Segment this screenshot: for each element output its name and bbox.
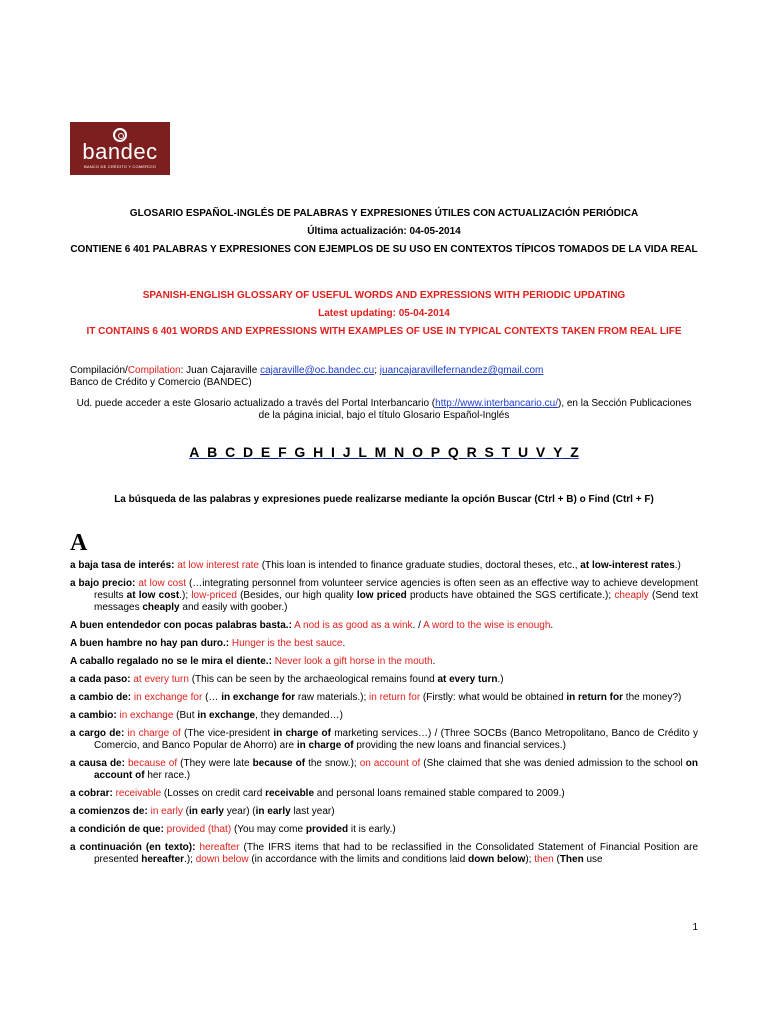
entry-example: (…integrating personnel from volunteer service agencies is often seen as an effective way to achieve development results <box>94 578 699 601</box>
entry-example: . <box>432 656 436 667</box>
entry-example: (Besides, our high quality <box>236 590 357 601</box>
entry-translation: at low cost <box>135 578 186 589</box>
alphabet-link-d[interactable]: D <box>243 444 254 460</box>
entry-translation: then <box>534 854 554 865</box>
compilation-label-en: Compilation <box>127 365 181 376</box>
entry-example: year) ( <box>223 806 256 817</box>
entry-example: the snow.); <box>305 758 360 769</box>
entry-example: . <box>550 620 554 631</box>
alphabet-link-v[interactable]: V <box>535 444 546 460</box>
alphabet-link-c[interactable]: C <box>225 444 236 460</box>
entry-example: it is early.) <box>348 824 396 835</box>
entry-example: .); <box>184 854 196 865</box>
email-link-2[interactable]: juancajaravillefernandez@gmail.com <box>379 365 544 376</box>
entry-example: (The IFRS items that had to be reclassified in the Consolidated Statement of Financial Position are presented <box>94 842 699 865</box>
entry-term: a baja tasa de interés: <box>70 560 175 571</box>
alphabet-separator: _ <box>510 444 518 460</box>
glossary-entry <box>70 758 698 782</box>
entry-term: a bajo precio: <box>70 578 136 589</box>
entry-translation: in early <box>147 806 183 817</box>
alphabet-separator: _ <box>270 444 279 460</box>
access-text-2: ), en la Sección Publicaciones de la página inicial, bajo el título Glosario Español-Inglés <box>258 398 692 421</box>
entry-example: use <box>583 854 603 865</box>
entry-example: ); <box>525 854 535 865</box>
entry-example: . <box>342 638 346 649</box>
update-en: Latest updating: 05-04-2014 <box>318 308 450 319</box>
entry-example: (This can be seen by the archaeological remains found <box>188 674 438 685</box>
entry-example: (They were late <box>177 758 253 769</box>
entry-example: and easily with goober.) <box>179 602 288 613</box>
glossary-entry <box>70 674 698 686</box>
entry-term: a cobrar: <box>70 788 113 799</box>
bandec-logo <box>70 122 170 175</box>
glossary-entry <box>70 638 698 650</box>
entry-translation: on account of <box>359 758 421 769</box>
alphabet-separator: _ <box>334 444 343 460</box>
alphabet-separator: _ <box>562 444 571 460</box>
alphabet-link-m[interactable]: M <box>374 444 387 460</box>
alphabet-link-e[interactable]: E <box>260 444 271 460</box>
entry-emphasis: in early <box>188 806 224 817</box>
entry-term: a cambio: <box>70 710 117 721</box>
glossary-entry <box>70 842 698 866</box>
entry-emphasis: Then <box>559 854 584 865</box>
entry-example: , they demanded…) <box>255 710 343 721</box>
alphabet-separator: _ <box>323 444 332 460</box>
entry-example: (But <box>173 710 198 721</box>
alphabet-link-z[interactable]: Z <box>570 444 579 460</box>
email-link-1[interactable]: cajaraville@oc.bandec.cu <box>260 365 375 376</box>
alphabet-separator: _ <box>493 444 502 460</box>
glossary-entry <box>70 560 698 572</box>
alphabet-separator: _ <box>217 444 226 460</box>
title-en: SPANISH-ENGLISH GLOSSARY OF USEFUL WORDS AND EXPRESSIONS WITH PERIODIC UPDATING <box>142 290 626 301</box>
alphabet-separator: _ <box>253 444 261 460</box>
entry-emphasis: low priced <box>356 590 407 601</box>
entry-emphasis: in exchange <box>197 710 256 721</box>
entry-example: .) <box>674 560 681 571</box>
alphabet-link-s[interactable]: S <box>484 444 494 460</box>
alphabet-link-f[interactable]: F <box>278 444 287 460</box>
entry-example: (Losses on credit card <box>161 788 266 799</box>
entry-emphasis: because of <box>252 758 306 769</box>
alphabet-link-p[interactable]: P <box>430 444 441 460</box>
alphabet-separator: _ <box>350 444 359 460</box>
entry-example: (Send text messages <box>94 590 699 613</box>
entry-example: .); <box>179 590 192 601</box>
entry-emphasis: at low cost <box>126 590 180 601</box>
alphabet-link-a[interactable]: A <box>189 444 200 460</box>
logo-name: bandec <box>82 139 158 164</box>
portal-link[interactable]: http://www.interbancario.cu/ <box>435 398 558 409</box>
entry-term: a condición de que: <box>70 824 164 835</box>
alphabet-link-n[interactable]: N <box>394 444 405 460</box>
entry-emphasis: hereafter <box>141 854 185 865</box>
alphabet-link-y[interactable]: Y <box>553 444 563 460</box>
glossary-entry <box>70 578 698 614</box>
entry-example: last year) <box>290 806 335 817</box>
update-es: Última actualización: 04-05-2014 <box>307 226 461 237</box>
search-note: La búsqueda de las palabras y expresiones puede realizarse mediante la opción Buscar (Ctrl + B) o Find (Ctrl + F) <box>114 494 654 505</box>
entry-term: A caballo regalado no se le mira el diente.: <box>70 656 272 667</box>
glossary-entry <box>70 788 698 800</box>
title-es: GLOSARIO ESPAÑOL-INGLÉS DE PALABRAS Y EXPRESIONES ÚTILES CON ACTUALIZACIÓN PERIÓDICA <box>129 208 639 219</box>
entry-example: (Firstly: what would be obtained <box>420 692 567 703</box>
entry-term: a comienzos de: <box>70 806 148 817</box>
entry-translation: in exchange <box>116 710 174 721</box>
glossary-entry <box>70 728 698 752</box>
glossary-entry <box>70 692 698 704</box>
alphabet-link-i[interactable]: I <box>331 444 335 460</box>
alphabet-separator: _ <box>199 444 208 460</box>
entry-example: marketing services…) / (Three SOCBs (Banco Metropolitano, Banco de Crédito y Comercio, and Banco Popular de Ahorro) are <box>94 728 698 751</box>
glossary-entry <box>70 824 698 836</box>
glossary-entry <box>70 710 698 722</box>
compilation-line <box>70 365 698 377</box>
entry-example: providing the new loans and financial services.) <box>353 740 566 751</box>
glossary-entries <box>70 560 698 872</box>
entry-example: (… <box>202 692 222 703</box>
entry-emphasis: in exchange for <box>221 692 296 703</box>
alphabet-index <box>70 444 698 460</box>
entry-translation: A nod is as good as a wink <box>291 620 413 631</box>
entry-translation: cheaply <box>614 590 649 601</box>
entry-term: a cambio de: <box>70 692 132 703</box>
alphabet-link-t[interactable]: T <box>501 444 511 460</box>
glossary-entry <box>70 806 698 818</box>
alphabet-link-g[interactable]: G <box>294 444 306 460</box>
alphabet-separator: _ <box>528 444 536 460</box>
entry-emphasis: on account of <box>94 758 698 781</box>
alphabet-link-h[interactable]: H <box>313 444 324 460</box>
contains-en: IT CONTAINS 6 401 WORDS AND EXPRESSIONS WITH EXAMPLES OF USE IN TYPICAL CONTEXTS TAKEN FROM REAL LIFE <box>86 326 682 337</box>
alphabet-link-b[interactable]: B <box>207 444 218 460</box>
entry-example: the money?) <box>623 692 682 703</box>
access-text-1: Ud. puede acceder a este Glosario actualizado a través del Portal Interbancario ( <box>76 398 436 409</box>
alphabet-link-o[interactable]: O <box>412 444 423 460</box>
alphabet-separator: _ <box>476 444 485 460</box>
alphabet-separator: _ <box>458 444 467 460</box>
entry-translation: at low interest rate <box>174 560 259 571</box>
entry-example: ( <box>553 854 560 865</box>
entry-translation: because of <box>124 758 178 769</box>
logo-subtitle: BANCO DE CRÉDITO Y COMERCIO <box>83 164 157 169</box>
alphabet-separator: _ <box>422 444 431 460</box>
alphabet-separator: _ <box>440 444 448 460</box>
contains-es: CONTIENE 6 401 PALABRAS Y EXPRESIONES CON EJEMPLOS DE SU USO EN CONTEXTOS TÍPICOS TOMADOS DE LA VIDA REAL <box>70 244 698 255</box>
entry-emphasis: receivable <box>265 788 315 799</box>
entry-emphasis: at every turn <box>437 674 498 685</box>
alphabet-separator: _ <box>286 444 295 460</box>
entry-translation: receivable <box>112 788 162 799</box>
entry-example: (in accordance with the limits and conditions laid <box>248 854 469 865</box>
alphabet-separator: _ <box>366 444 375 460</box>
glossary-entry <box>70 656 698 668</box>
entry-translation: in return for <box>369 692 421 703</box>
compiler-name: : Juan Cajaraville <box>180 365 261 376</box>
bank-name: Banco de Crédito y Comercio (BANDEC) <box>70 377 252 388</box>
entry-translation: in exchange for <box>131 692 203 703</box>
entry-example: products have obtained the SGS certificate.); <box>406 590 615 601</box>
entry-emphasis: at low-interest rates <box>580 560 675 571</box>
alphabet-separator: _ <box>235 444 243 460</box>
entry-emphasis: down below <box>468 854 526 865</box>
entry-example: (This loan is intended to finance graduate studies, doctoral theses, etc., <box>258 560 581 571</box>
entry-example: her race.) <box>144 770 191 781</box>
entry-emphasis: in return for <box>566 692 624 703</box>
entry-translation: Hunger is the best sauce <box>229 638 343 649</box>
entry-emphasis: cheaply <box>142 602 180 613</box>
alphabet-separator: _ <box>305 444 314 460</box>
entry-emphasis: provided <box>305 824 349 835</box>
entry-example: (She claimed that she was denied admission to the school <box>420 758 686 769</box>
alphabet-link-l[interactable]: L <box>358 444 367 460</box>
entry-term: A buen entendedor con pocas palabras basta.: <box>70 620 292 631</box>
entry-example: (The vice-president <box>180 728 274 739</box>
compilation-block <box>70 365 698 389</box>
entry-emphasis: in charge of <box>296 740 354 751</box>
entry-term: a cada paso: <box>70 674 131 685</box>
access-note <box>70 398 698 422</box>
alphabet-link-j[interactable]: J <box>342 444 351 460</box>
entry-example: . / <box>412 620 424 631</box>
page-number: 1 <box>692 922 698 933</box>
entry-translation: Never look a gift horse in the mouth <box>271 656 433 667</box>
entry-emphasis: in early <box>255 806 291 817</box>
entry-term: a cargo de: <box>70 728 125 739</box>
entry-translation: provided (that) <box>163 824 232 835</box>
entry-example: and personal loans remained stable compared to 2009.) <box>314 788 565 799</box>
entry-translation: in charge of <box>124 728 181 739</box>
email-separator: ; <box>374 365 380 376</box>
entry-translation: low-priced <box>191 590 237 601</box>
entry-term: a causa de: <box>70 758 125 769</box>
entry-example: ( <box>182 806 189 817</box>
alphabet-link-u[interactable]: U <box>518 444 529 460</box>
entry-term: a continuación (en texto): <box>70 842 196 853</box>
alphabet-link-r[interactable]: R <box>466 444 477 460</box>
entry-example: .) <box>497 674 504 685</box>
alphabet-separator: _ <box>386 444 395 460</box>
glossary-entry <box>70 620 698 632</box>
compilation-label-es: Compilación/ <box>70 365 128 376</box>
entry-translation: down below <box>195 854 249 865</box>
entry-term: A buen hambre no hay pan duro.: <box>70 638 230 649</box>
entry-translation: A word to the wise is enough <box>423 620 551 631</box>
entry-translation: at every turn <box>130 674 189 685</box>
alphabet-separator: _ <box>545 444 554 460</box>
entry-emphasis: in charge of <box>273 728 331 739</box>
alphabet-link-q[interactable]: Q <box>447 444 459 460</box>
alphabet-separator: _ <box>404 444 413 460</box>
entry-example: (You may come <box>231 824 306 835</box>
section-letter: A <box>70 530 88 556</box>
entry-example: raw materials.); <box>295 692 370 703</box>
entry-translation: hereafter <box>195 842 240 853</box>
